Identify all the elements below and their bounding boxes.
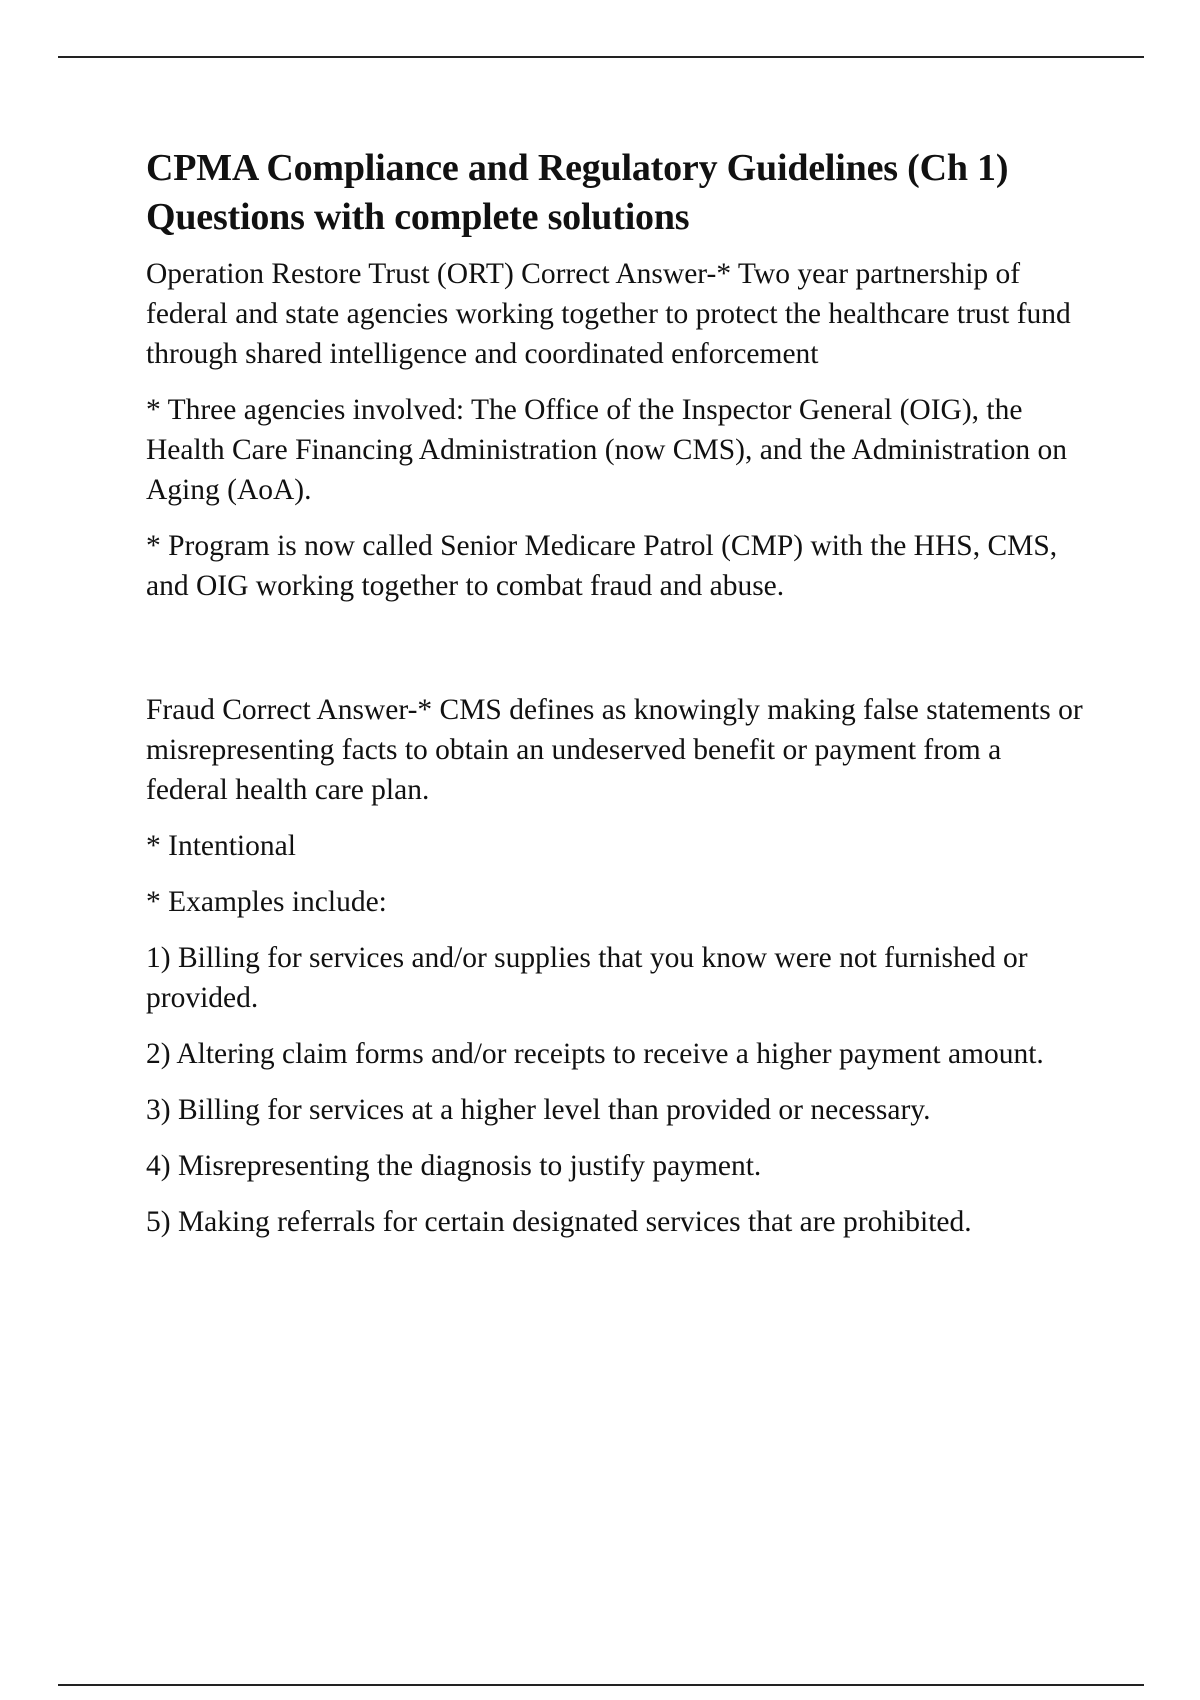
header-rule xyxy=(58,56,1144,58)
fraud-example-1: 1) Billing for services and/or supplies that you know were not furnished or provided. xyxy=(146,942,1028,1014)
ort-answer-section xyxy=(146,254,1086,606)
fraud-example-4: 4) Misrepresenting the diagnosis to justify payment. xyxy=(146,1150,762,1182)
ort-program-paragraph: * Program is now called Senior Medicare Patrol (CMP) with the HHS, CMS, and OIG working together to combat fraud and abuse. xyxy=(146,530,1058,602)
document-title: CPMA Compliance and Regulatory Guidelines (Ch 1) Questions with complete solutions xyxy=(146,147,1009,238)
footer-rule xyxy=(58,1684,1144,1686)
document-body xyxy=(146,144,1086,1258)
fraud-intentional-item: * Intentional xyxy=(146,830,296,862)
fraud-answer-section xyxy=(146,690,1086,1242)
section-gap xyxy=(146,606,1086,690)
fraud-example-2: 2) Altering claim forms and/or receipts to receive a higher payment amount. xyxy=(146,1038,1044,1070)
ort-answer-paragraph: Operation Restore Trust (ORT) Correct Answer-* Two year partnership of federal and state agencies working together to protect the healthcare trust fund through shared intelligence and coordinated enforcement xyxy=(146,258,1071,370)
fraud-answer-paragraph: Fraud Correct Answer-* CMS defines as knowingly making false statements or misrepresenting facts to obtain an undeserved benefit or payment from a federal health care plan. xyxy=(146,694,1083,806)
fraud-example-5: 5) Making referrals for certain designated services that are prohibited. xyxy=(146,1206,972,1238)
fraud-example-3: 3) Billing for services at a higher level than provided or necessary. xyxy=(146,1094,931,1126)
fraud-examples-heading: * Examples include: xyxy=(146,886,387,918)
ort-agencies-paragraph: * Three agencies involved: The Office of the Inspector General (OIG), the Health Care Financing Administration (now CMS), and the Administration on Aging (AoA). xyxy=(146,394,1067,506)
